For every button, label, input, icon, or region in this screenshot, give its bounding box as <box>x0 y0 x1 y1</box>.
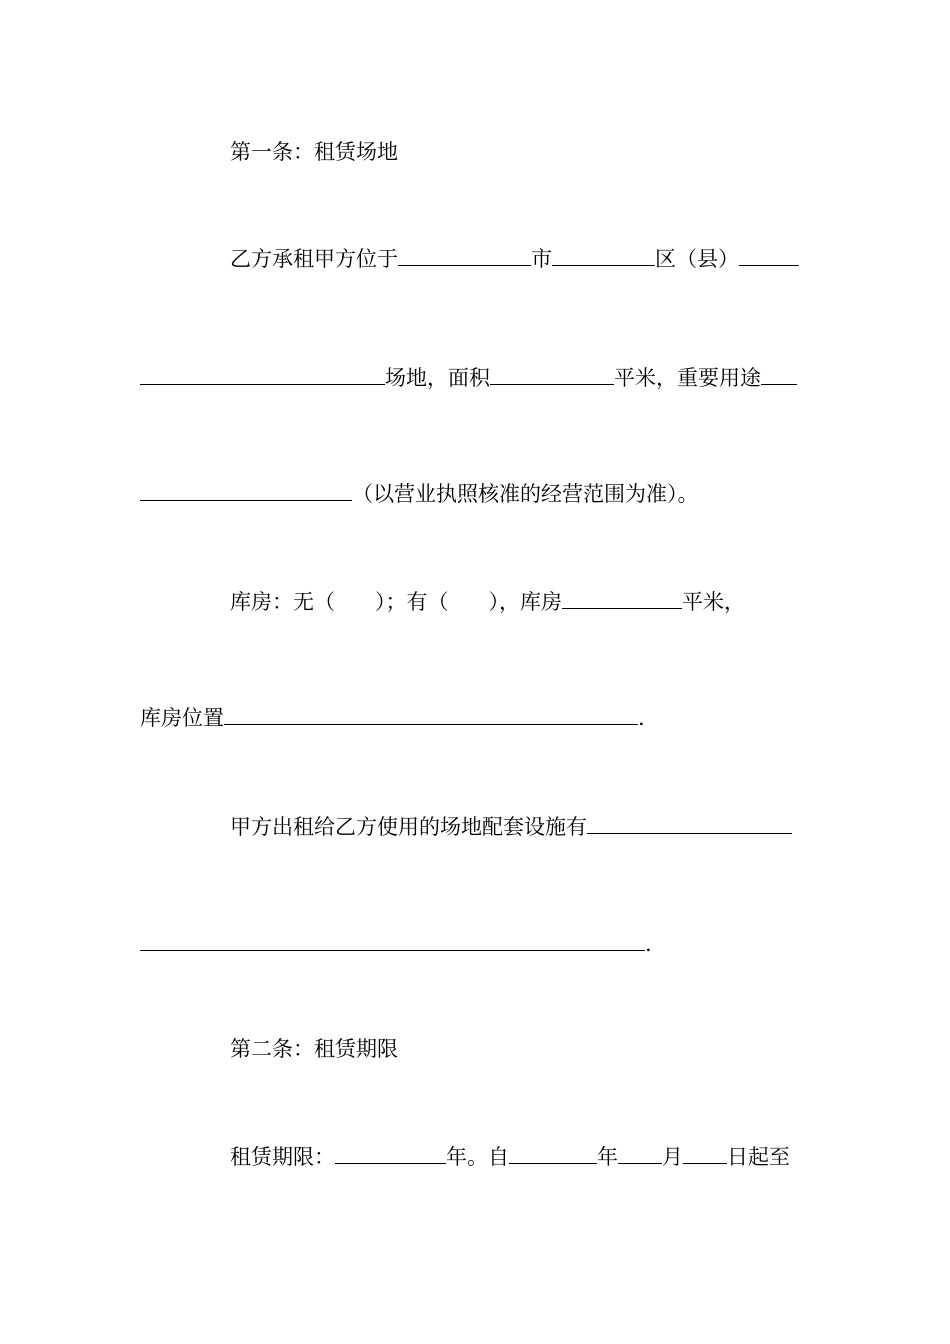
article1-line1 <box>140 245 812 273</box>
warehouse-line <box>140 588 812 616</box>
start-day-label: 日起至 <box>727 1145 790 1169</box>
warehouse-location-line <box>140 704 812 732</box>
facilities-label: 甲方出租给乙方使用的场地配套设施有 <box>230 815 587 839</box>
article2-heading <box>140 1035 812 1063</box>
start-month-blank <box>618 1143 662 1164</box>
article1-line2 <box>140 364 812 392</box>
warehouse-have-label: ）；有（ <box>375 590 449 614</box>
district-blank <box>552 245 655 266</box>
start-month-label: 月 <box>662 1145 683 1169</box>
start-day-blank <box>683 1143 727 1164</box>
warehouse-location-blank <box>224 704 638 725</box>
warehouse-location-period: . <box>638 706 645 730</box>
site-area-label: 场地，面积 <box>385 366 490 390</box>
use-blank-2 <box>140 480 352 501</box>
facilities-line-2 <box>140 930 812 958</box>
article1-heading <box>140 138 812 166</box>
location-prefix: 乙方承租甲方位于 <box>230 247 398 271</box>
city-label: 市 <box>531 247 552 271</box>
use-blank-1 <box>761 364 797 385</box>
warehouse-none-label: 库房：无（ <box>230 590 335 614</box>
facilities-blank-2 <box>140 930 645 951</box>
address-blank-2 <box>140 364 385 385</box>
address-blank-1 <box>739 245 799 266</box>
warehouse-location-label: 库房位置 <box>140 706 224 730</box>
start-year-label: 年 <box>597 1145 618 1169</box>
area-blank <box>490 364 614 385</box>
warehouse-area-label: ），库房 <box>488 590 562 614</box>
article1-line3 <box>140 480 812 508</box>
use-label: 平米，重要用途 <box>614 366 761 390</box>
term-years-blank <box>335 1143 446 1164</box>
facilities-blank-1 <box>587 813 792 834</box>
article1-heading-text: 第一条：租赁场地 <box>230 140 398 164</box>
city-blank <box>398 245 531 266</box>
start-year-blank <box>509 1143 597 1164</box>
term-label: 租赁期限： <box>230 1145 335 1169</box>
warehouse-area-blank <box>562 588 682 609</box>
facilities-line <box>140 813 812 841</box>
district-label: 区（县） <box>655 247 739 271</box>
warehouse-unit: 平米， <box>682 590 745 614</box>
business-scope-note: （以营业执照核准的经营范围为准）。 <box>352 482 699 506</box>
term-line <box>140 1143 812 1171</box>
term-from-label: 年。自 <box>446 1145 509 1169</box>
facilities-period: . <box>645 932 652 956</box>
article2-heading-text: 第二条：租赁期限 <box>230 1037 398 1061</box>
